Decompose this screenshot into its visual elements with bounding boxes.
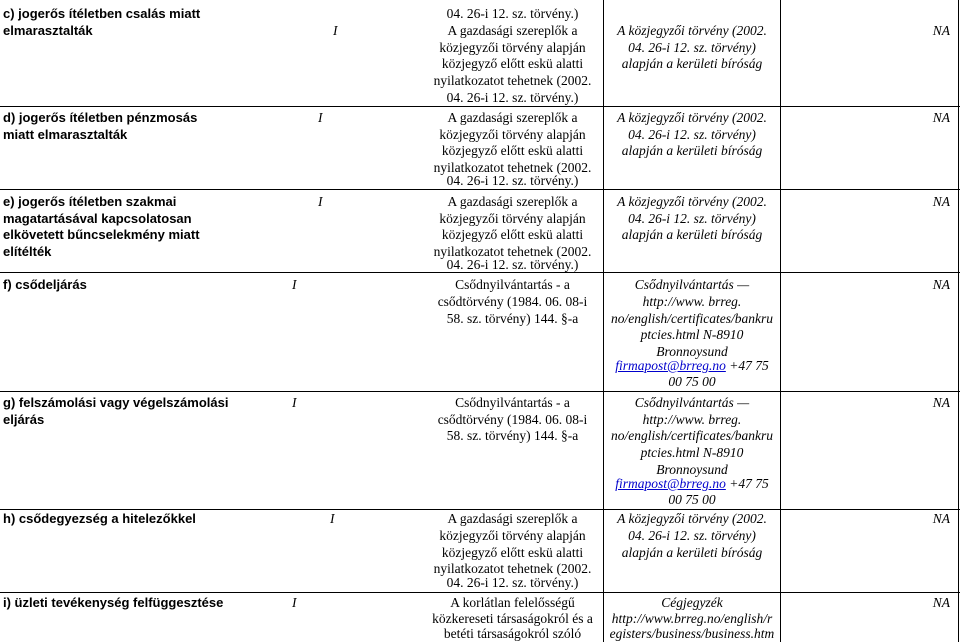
row-label: magatartásával kapcsolatosan: [3, 211, 192, 226]
basis-line: csődtörvény (1984. 06. 08-i: [437, 294, 588, 309]
source-line: alapján a kerületi bíróság: [621, 143, 763, 158]
na-value: NA: [932, 277, 950, 292]
row-label: e) jogerős ítéletben szakmai: [3, 194, 177, 209]
column-divider: [780, 0, 781, 642]
row-mark: I: [318, 194, 323, 209]
na-value: NA: [932, 511, 950, 526]
row-label: d) jogerős ítéletben pénzmosás: [3, 110, 198, 125]
basis-line: közjegyzői törvény alapján: [439, 40, 586, 55]
basis-line: A gazdasági szereplők a: [447, 194, 578, 209]
source-line: http://www.brreg.no/english/r: [611, 611, 773, 626]
source-line: Cégjegyzék: [661, 595, 723, 610]
phone-text: +47 75: [725, 358, 769, 373]
basis-line: 04. 26-i 12. sz. törvény.): [446, 6, 579, 21]
source-line: alapján a kerületi bíróság: [621, 56, 763, 71]
basis-line: közkereseti társaságokról és a: [432, 611, 593, 626]
basis-line: nyilatkozatot tehetnek (2002.: [433, 73, 592, 88]
basis-line: 04. 26-i 12. sz. törvény.): [446, 173, 579, 188]
row-label: elkövetett bűncselekmény miatt: [3, 227, 200, 242]
source-line: ptcies.html N-8910: [640, 445, 744, 460]
na-value: NA: [932, 194, 950, 209]
email-link[interactable]: firmapost@brreg.no: [615, 358, 726, 373]
row-mark: I: [292, 277, 297, 292]
phone-line: 00 75 00: [668, 374, 716, 389]
source-line: 04. 26-i 12. sz. törvény): [628, 40, 756, 55]
row-label: c) jogerős ítéletben csalás miatt: [3, 6, 201, 21]
source-line: alapján a kerületi bíróság: [621, 227, 763, 242]
basis-line: közjegyzői törvény alapján: [439, 127, 586, 142]
basis-line: 58. sz. törvény) 144. §-a: [446, 428, 579, 443]
row-divider: [0, 106, 960, 107]
row-divider: [0, 391, 960, 392]
basis-line: A gazdasági szereplők a: [447, 110, 578, 125]
row-mark: I: [318, 110, 323, 125]
source-line: A közjegyzői törvény (2002.: [617, 23, 767, 38]
row-divider: [0, 592, 960, 593]
basis-line: közjegyző előtt eskü alatti: [441, 56, 584, 71]
basis-line: közjegyzői törvény alapján: [439, 528, 586, 543]
basis-line: közjegyző előtt eskü alatti: [441, 545, 584, 560]
source-line: alapján a kerületi bíróság: [621, 545, 763, 560]
basis-line: Csődnyilvántartás - a: [455, 395, 570, 410]
email-link[interactable]: firmapost@brreg.no: [615, 476, 726, 491]
na-value: NA: [932, 595, 950, 610]
basis-line: csődtörvény (1984. 06. 08-i: [437, 412, 588, 427]
basis-line: közjegyző előtt eskü alatti: [441, 143, 584, 158]
basis-line: Csődnyilvántartás - a: [455, 277, 570, 292]
column-divider: [958, 0, 959, 642]
source-line: A közjegyzői törvény (2002.: [617, 511, 767, 526]
basis-line: közjegyzői törvény alapján: [439, 211, 586, 226]
basis-line: 04. 26-i 12. sz. törvény.): [446, 575, 579, 590]
basis-line: 04. 26-i 12. sz. törvény.): [446, 257, 579, 272]
source-line: 04. 26-i 12. sz. törvény): [628, 211, 756, 226]
row-label: miatt elmarasztalták: [3, 127, 128, 142]
source-line: Csődnyilvántartás —: [634, 395, 750, 410]
basis-line: A gazdasági szereplők a: [447, 511, 578, 526]
row-label: eljárás: [3, 412, 45, 427]
row-mark: I: [292, 395, 297, 410]
row-mark: I: [333, 23, 338, 38]
source-line: 04. 26-i 12. sz. törvény): [628, 127, 756, 142]
row-label: g) felszámolási vagy végelszámolási: [3, 395, 229, 410]
row-label: i) üzleti tevékenység felfüggesztése: [3, 595, 224, 610]
phone-text: +47 75: [725, 476, 769, 491]
source-line: A közjegyzői törvény (2002.: [617, 110, 767, 125]
source-line: A közjegyzői törvény (2002.: [617, 194, 767, 209]
contact-line: [605, 475, 779, 492]
basis-line: betéti társaságokról szóló: [443, 626, 582, 641]
source-line: Bronnoysund: [656, 344, 728, 359]
row-label: f) csődeljárás: [3, 277, 87, 292]
row-mark: I: [292, 595, 297, 610]
basis-line: nyilatkozatot tehetnek (2002.: [433, 561, 592, 576]
row-label: elítélték: [3, 244, 52, 259]
na-value: NA: [932, 395, 950, 410]
row-divider: [0, 189, 960, 190]
phone-line: 00 75 00: [668, 492, 716, 507]
basis-line: nyilatkozatot tehetnek (2002.: [433, 160, 592, 175]
source-line: no/english/certificates/bankru: [611, 428, 773, 443]
source-line: http://www. brreg.: [642, 294, 742, 309]
na-value: NA: [932, 23, 950, 38]
basis-line: A korlátlan felelősségű: [450, 595, 575, 610]
source-line: ptcies.html N-8910: [640, 327, 744, 342]
basis-line: 04. 26-i 12. sz. törvény.): [446, 90, 579, 105]
row-mark: I: [330, 511, 335, 526]
row-label: elmarasztalták: [3, 23, 93, 38]
source-line: 04. 26-i 12. sz. törvény): [628, 528, 756, 543]
source-line: egisters/business/business.htm: [609, 626, 775, 641]
source-line: no/english/certificates/bankru: [611, 311, 773, 326]
basis-line: közjegyző előtt eskü alatti: [441, 227, 584, 242]
basis-line: A gazdasági szereplők a: [447, 23, 578, 38]
source-line: Csődnyilvántartás —: [634, 277, 750, 292]
source-line: http://www. brreg.: [642, 412, 742, 427]
source-line: Bronnoysund: [656, 462, 728, 477]
basis-line: nyilatkozatot tehetnek (2002.: [433, 244, 592, 259]
row-label: h) csődegyezség a hitelezőkkel: [3, 511, 196, 526]
na-value: NA: [932, 110, 950, 125]
basis-line: 58. sz. törvény) 144. §-a: [446, 311, 579, 326]
contact-line: [605, 357, 779, 374]
